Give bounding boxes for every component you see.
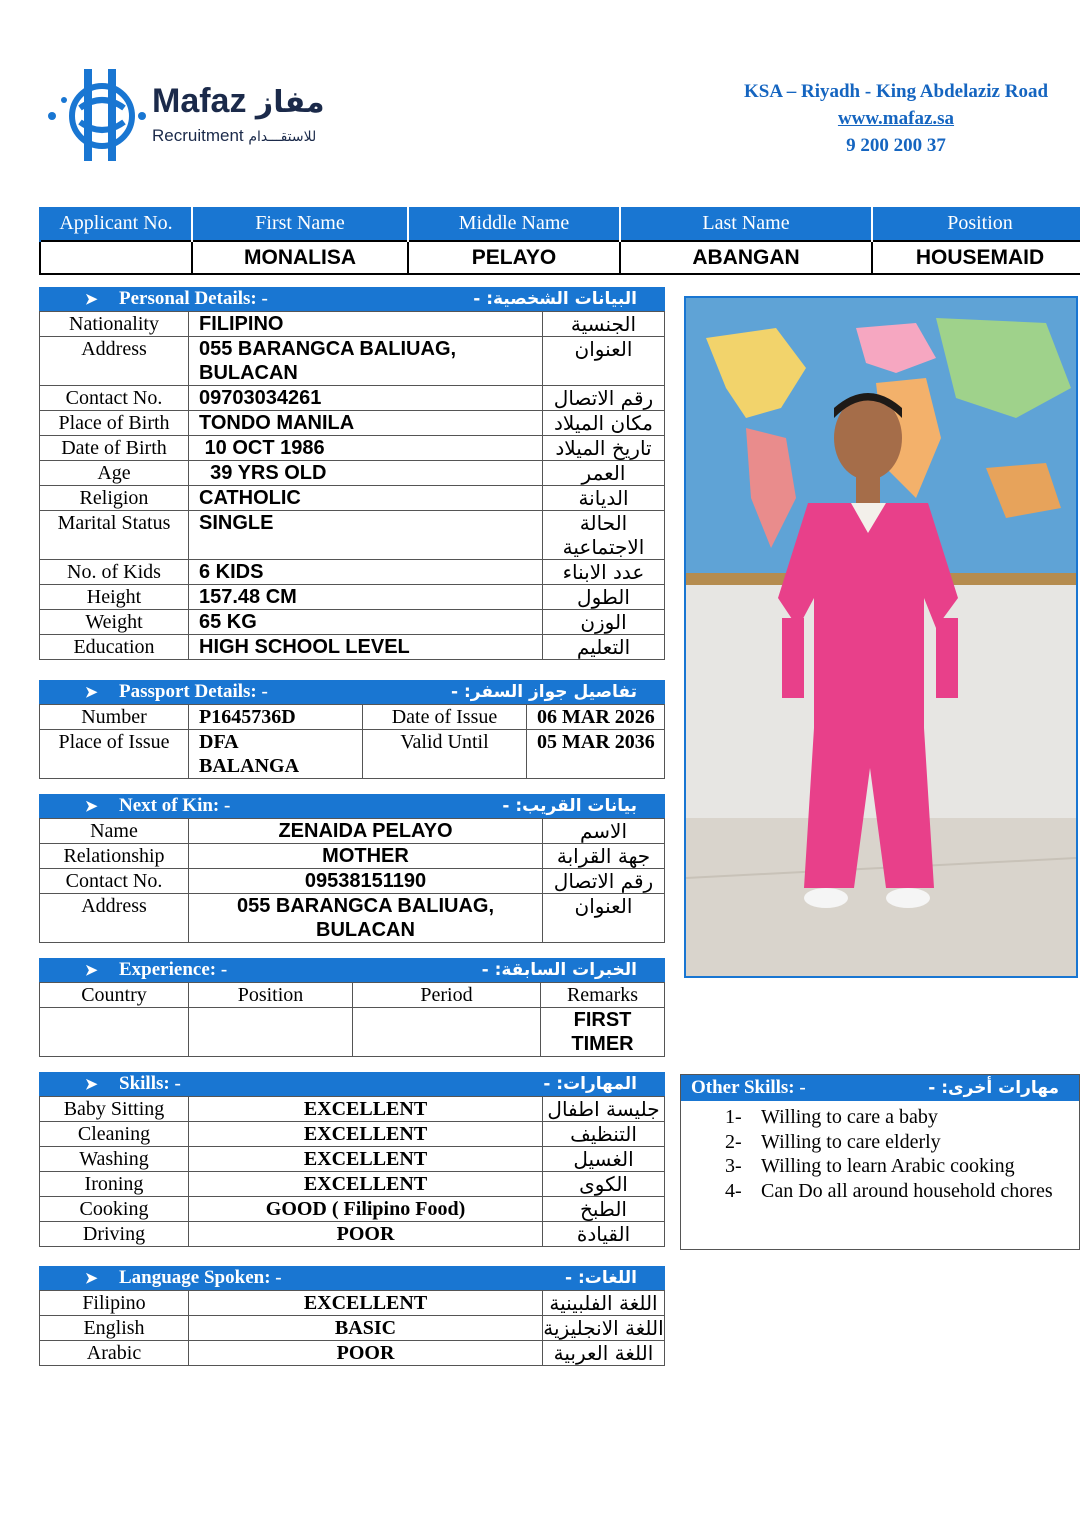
list-item <box>725 1105 1079 1130</box>
row-value: TONDO MANILA <box>189 411 543 436</box>
row-value: GOOD ( Filipino Food) <box>189 1197 543 1222</box>
passport-number-label: Number <box>40 705 189 730</box>
applicant-photo-image <box>686 298 1076 976</box>
row-label: Baby Sitting <box>40 1097 189 1122</box>
row-label-ar: الطبخ <box>543 1197 665 1222</box>
experience-position-header: Position <box>189 983 353 1008</box>
skills-header <box>39 1072 665 1096</box>
section-title-ar: اللغات: - <box>565 1268 637 1288</box>
valid-until-label: Valid Until <box>363 730 527 779</box>
arrow-bullet-icon: ➤ <box>85 684 98 701</box>
row-label: No. of Kids <box>40 560 189 585</box>
company-phone: 9 200 200 37 <box>846 135 946 156</box>
row-value: 09703034261 <box>189 386 543 411</box>
section-title-en: Passport Details: - <box>119 681 268 702</box>
row-label-ar: رقم الاتصال <box>543 869 665 894</box>
first-name-header: First Name <box>192 206 408 241</box>
section-title-ar: تفاصيل جواز السفر: - <box>451 682 637 702</box>
list-item <box>725 1130 1079 1155</box>
personal-details-table <box>39 311 665 660</box>
arrow-bullet-icon: ➤ <box>85 291 98 308</box>
table-row <box>40 312 665 337</box>
row-value: POOR <box>189 1341 543 1366</box>
table-row <box>40 1172 665 1197</box>
row-label: Weight <box>40 610 189 635</box>
row-value: 055 BARANGCA BALIUAG, BULACAN <box>189 337 543 386</box>
personal-details-section <box>39 287 665 660</box>
row-label-ar: رقم الاتصال <box>543 386 665 411</box>
skills-table <box>39 1096 665 1247</box>
row-value: EXCELLENT <box>189 1147 543 1172</box>
company-name-ar: مفاز <box>255 85 325 120</box>
list-item-text: Willing to care elderly <box>761 1130 941 1153</box>
table-row <box>40 1122 665 1147</box>
section-title-en: Experience: - <box>119 959 228 980</box>
row-label-ar: الديانة <box>543 486 665 511</box>
row-value: EXCELLENT <box>189 1172 543 1197</box>
experience-table <box>39 982 665 1057</box>
company-website-link[interactable]: www.mafaz.sa <box>837 108 955 129</box>
row-label-ar: اللغة الانجليزية <box>543 1316 664 1340</box>
row-value: EXCELLENT <box>189 1097 543 1122</box>
section-title-en: Language Spoken: - <box>119 1267 282 1288</box>
table-row <box>40 1316 665 1341</box>
section-title-ar: البيانات الشخصية: - <box>473 289 637 309</box>
table-row <box>40 869 665 894</box>
table-row <box>40 1341 665 1366</box>
experience-header <box>39 958 665 982</box>
table-row <box>40 461 665 486</box>
experience-period-value <box>353 1008 541 1057</box>
row-label: Height <box>40 585 189 610</box>
place-of-issue-label: Place of Issue <box>40 730 189 779</box>
row-value: 10 OCT 1986 <box>189 436 543 461</box>
row-value: POOR <box>189 1222 543 1247</box>
passport-header <box>39 680 665 704</box>
row-label-ar: الاسم <box>543 819 665 844</box>
position-header: Position <box>872 206 1080 241</box>
list-item-text: Willing to care a baby <box>761 1106 938 1128</box>
row-label-ar: جهة القرابة <box>543 844 665 869</box>
row-label: Date of Birth <box>40 436 189 461</box>
section-title-en: Personal Details: - <box>119 288 268 309</box>
company-tagline-ar: للاستقـــدام <box>248 129 317 145</box>
table-row <box>40 1197 665 1222</box>
row-label-ar: القيادة <box>543 1222 665 1247</box>
table-row <box>40 1147 665 1172</box>
row-value: HIGH SCHOOL LEVEL <box>189 635 543 660</box>
row-label: Name <box>40 819 189 844</box>
experience-section <box>39 958 665 1057</box>
next-of-kin-header <box>39 794 665 818</box>
table-row <box>40 894 665 943</box>
table-row <box>40 585 665 610</box>
last-name-value: ABANGAN <box>620 241 872 274</box>
section-title-en: Skills: - <box>119 1073 181 1094</box>
row-label-ar: العنوان <box>543 894 665 943</box>
list-item <box>725 1179 1079 1204</box>
row-value: 055 BARANGCA BALIUAG, BULACAN <box>189 894 543 943</box>
section-title-ar: بيانات القريب: - <box>502 796 637 816</box>
experience-position-value <box>189 1008 353 1057</box>
place-of-issue-value: DFA BALANGA <box>189 730 363 779</box>
table-row <box>40 819 665 844</box>
row-label-ar: التنظيف <box>543 1122 665 1147</box>
row-label-ar: التعليم <box>543 635 665 660</box>
row-value: 65 KG <box>189 610 543 635</box>
applicant-table <box>39 205 1080 275</box>
languages-header <box>39 1266 665 1290</box>
position-value: HOUSEMAID <box>872 241 1080 274</box>
table-row <box>40 1222 665 1247</box>
passport-table <box>39 704 665 779</box>
applicant-photo <box>684 296 1078 978</box>
passport-section <box>39 680 665 779</box>
applicant-no-value <box>40 241 192 274</box>
row-label: Address <box>40 894 189 943</box>
list-item-number: 3- <box>725 1155 742 1177</box>
row-label: Arabic <box>40 1341 189 1366</box>
row-label: English <box>40 1316 189 1341</box>
experience-period-header: Period <box>353 983 541 1008</box>
other-skills-list <box>681 1105 1079 1203</box>
row-value: 6 KIDS <box>189 560 543 585</box>
experience-country-header: Country <box>40 983 189 1008</box>
table-row <box>40 486 665 511</box>
passport-number-value: P1645736D <box>189 705 363 730</box>
table-row <box>40 560 665 585</box>
company-name-en: Mafaz <box>152 82 247 120</box>
issue-date-label: Date of Issue <box>363 705 527 730</box>
row-value: FILIPINO <box>189 312 543 337</box>
experience-remarks-header: Remarks <box>541 983 665 1008</box>
row-label-ar: العنوان <box>543 337 665 386</box>
first-name-value: MONALISA <box>192 241 408 274</box>
row-label: Contact No. <box>40 869 189 894</box>
list-item-number: 2- <box>725 1130 742 1153</box>
row-label: Cleaning <box>40 1122 189 1147</box>
row-label-ar: اللغة العربية <box>543 1341 665 1366</box>
row-label: Place of Birth <box>40 411 189 436</box>
row-value: CATHOLIC <box>189 486 543 511</box>
row-label: Ironing <box>40 1172 189 1197</box>
table-row <box>40 436 665 461</box>
section-title-en: Other Skills: - <box>691 1077 806 1098</box>
languages-table <box>39 1290 665 1366</box>
row-label-ar: الكوى <box>543 1172 665 1197</box>
list-item-number: 1- <box>725 1106 742 1128</box>
experience-country-value <box>40 1008 189 1057</box>
company-address: KSA – Riyadh - King Abdelaziz Road <box>743 81 1049 102</box>
applicant-no-header: Applicant No. <box>40 206 192 241</box>
next-of-kin-table <box>39 818 665 943</box>
row-value: BASIC <box>189 1316 543 1341</box>
row-label: Driving <box>40 1222 189 1247</box>
last-name-header: Last Name <box>620 206 872 241</box>
list-item <box>725 1154 1079 1179</box>
table-row <box>40 635 665 660</box>
row-value: ZENAIDA PELAYO <box>189 819 543 844</box>
arrow-bullet-icon: ➤ <box>85 1076 98 1093</box>
row-label-ar: جليسة اطفال <box>543 1097 665 1122</box>
row-label-ar: مكان الميلاد <box>543 411 665 436</box>
experience-remarks-value: FIRST TIMER <box>541 1008 665 1057</box>
table-row <box>40 337 665 386</box>
table-row <box>40 386 665 411</box>
arrow-bullet-icon: ➤ <box>85 962 98 979</box>
row-label: Contact No. <box>40 386 189 411</box>
row-label: Marital Status <box>40 511 189 560</box>
table-row <box>40 411 665 436</box>
valid-until-value: 05 MAR 2036 <box>527 730 665 779</box>
row-label: Filipino <box>40 1291 189 1316</box>
company-contact <box>736 78 1056 159</box>
list-item-number: 4- <box>725 1179 742 1202</box>
row-label-ar: الغسيل <box>543 1147 665 1172</box>
row-label: Relationship <box>40 844 189 869</box>
table-row <box>40 844 665 869</box>
middle-name-value: PELAYO <box>408 241 620 274</box>
row-value: EXCELLENT <box>189 1291 543 1316</box>
row-label-ar: اللغة الفلبينية <box>543 1291 665 1316</box>
row-label-ar: الوزن <box>543 610 665 635</box>
row-value: SINGLE <box>189 511 543 560</box>
company-tagline-en: Recruitment <box>152 126 244 145</box>
row-label-ar: عدد الابناء <box>543 560 665 585</box>
personal-details-header <box>39 287 665 311</box>
row-label: Nationality <box>40 312 189 337</box>
row-label-ar: تاريخ الميلاد <box>543 436 665 461</box>
row-value: 39 YRS OLD <box>189 461 543 486</box>
section-title-ar: مهارات أخرى: - <box>928 1078 1059 1098</box>
row-label: Education <box>40 635 189 660</box>
row-label: Washing <box>40 1147 189 1172</box>
section-title-en: Next of Kin: - <box>119 795 231 816</box>
next-of-kin-section <box>39 794 665 943</box>
section-title-ar: الخبرات السابقة: - <box>481 960 637 980</box>
other-skills-section <box>680 1074 1080 1250</box>
table-row <box>40 610 665 635</box>
row-value: EXCELLENT <box>189 1122 543 1147</box>
table-row <box>40 1291 665 1316</box>
row-label: Address <box>40 337 189 386</box>
row-value: MOTHER <box>189 844 543 869</box>
row-label-ar: الطول <box>543 585 665 610</box>
company-logo <box>44 64 344 164</box>
list-item-text: Willing to learn Arabic cooking <box>761 1155 1015 1177</box>
row-label: Age <box>40 461 189 486</box>
table-row <box>40 511 665 560</box>
issue-date-value: 06 MAR 2026 <box>527 705 665 730</box>
row-label-ar: الجنسية <box>543 312 665 337</box>
middle-name-header: Middle Name <box>408 206 620 241</box>
row-value: 157.48 CM <box>189 585 543 610</box>
arrow-bullet-icon: ➤ <box>85 1270 98 1287</box>
row-label-ar: العمر <box>543 461 665 486</box>
other-skills-header <box>681 1075 1079 1101</box>
row-label: Cooking <box>40 1197 189 1222</box>
list-item-text: Can Do all around household chores <box>761 1179 1053 1202</box>
languages-section <box>39 1266 665 1366</box>
row-value: 09538151190 <box>189 869 543 894</box>
skills-section <box>39 1072 665 1247</box>
row-label-ar: الحالة الاجتماعية <box>543 511 665 560</box>
arrow-bullet-icon: ➤ <box>85 798 98 815</box>
table-row <box>40 1097 665 1122</box>
row-label: Religion <box>40 486 189 511</box>
section-title-ar: المهارات: - <box>543 1074 637 1094</box>
